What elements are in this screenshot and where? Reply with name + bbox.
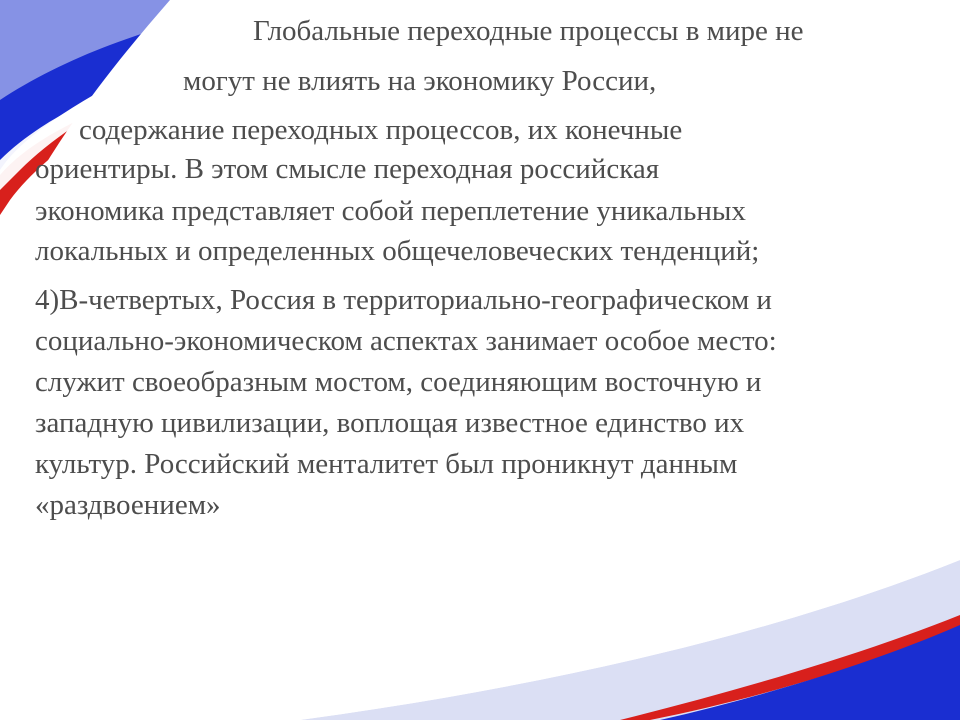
text-line-2: могут не влиять на экономику России,	[183, 65, 657, 97]
text-line-6: локальных и определенных общечеловеческих тенденций;	[35, 235, 760, 267]
text-line-7: 4)В-четвертых, Россия в территориально-географическом и	[35, 284, 772, 316]
text-line-9: служит своеобразным мостом, соединяющим восточную и	[35, 366, 762, 398]
text-line-1: Глобальные переходные процессы в мире не	[253, 15, 804, 47]
text-line-4: ориентиры. В этом смысле переходная российская	[35, 153, 660, 185]
text-line-3: содержание переходных процессов, их конечные	[79, 114, 683, 146]
text-line-11: культур. Российский менталитет был проникнут данным	[35, 448, 738, 480]
text-line-8: социально-экономическом аспектах занимает особое место:	[35, 325, 777, 357]
text-line-10: западную цивилизации, воплощая известное единство их	[35, 407, 745, 439]
text-line-5: экономика представляет собой переплетение уникальных	[35, 195, 746, 227]
text-line-12: «раздвоением»	[35, 489, 221, 521]
